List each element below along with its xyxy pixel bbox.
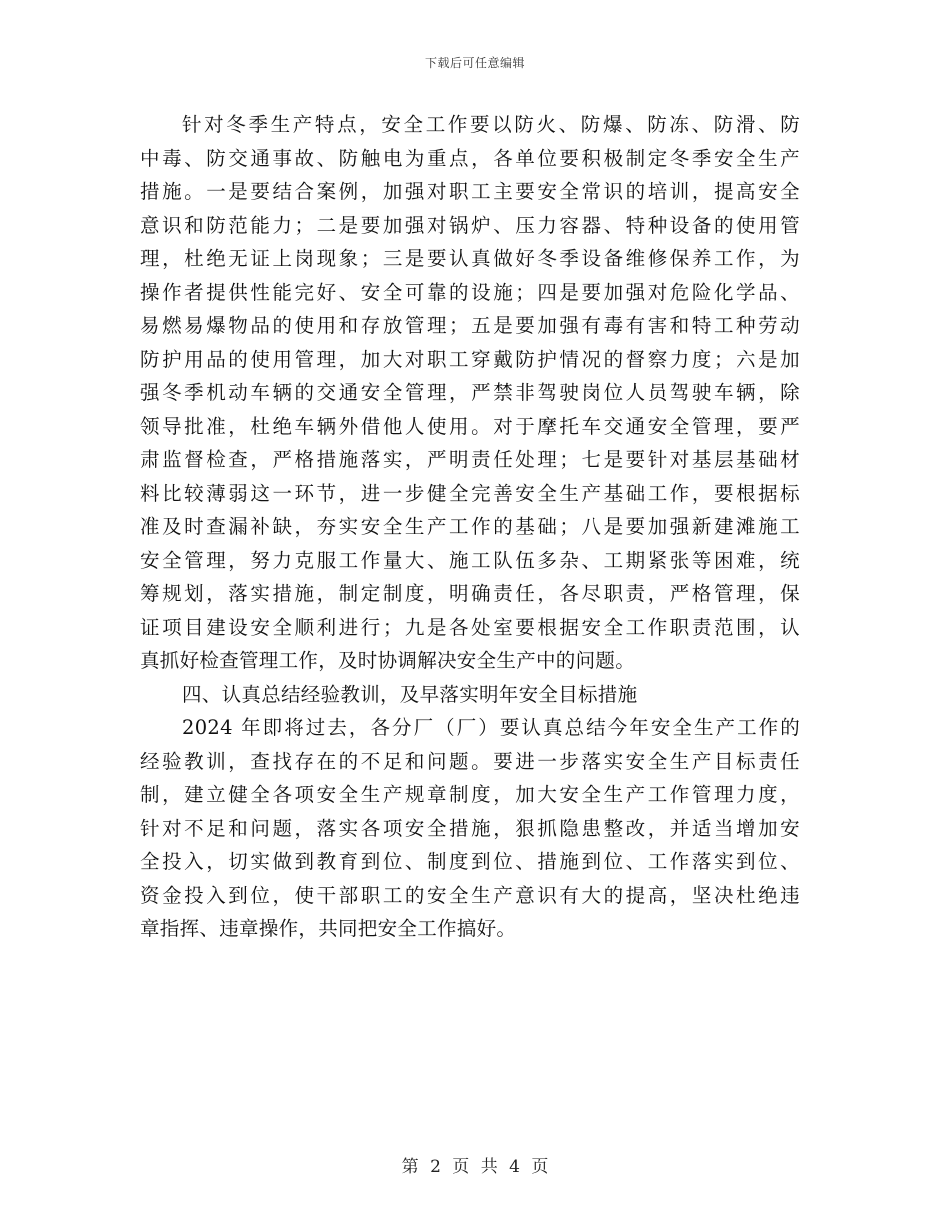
section-heading: 四、认真总结经验教训，及早落实明年安全目标措施 (182, 682, 638, 706)
page-header: 下载后可任意编辑 (424, 56, 525, 70)
text-line: 领导批准，杜绝车辆外借他人使用。对于摩托车交通安全管理，要严 (140, 414, 800, 438)
text-line: 防护用品的使用管理，加大对职工穿戴防护情况的督察力度；六是加 (140, 347, 800, 371)
text-line: 措施。一是要结合案例，加强对职工主要安全常识的培训，提高安全 (140, 180, 800, 203)
text-line: 料比较薄弱这一环节，进一步健全完善安全生产基础工作，要根据标 (140, 481, 800, 505)
text-line: 经验教训，查找存在的不足和问题。要进一步落实安全生产目标责任 (140, 749, 800, 773)
text-line: 针对冬季生产特点，安全工作要以防火、防爆、防冻、防滑、防 (182, 113, 800, 136)
paragraph-year-summary (140, 711, 800, 946)
text-line: 真抓好检查管理工作，及时协调解决安全生产中的问题。 (140, 649, 636, 672)
text-line: 全投入，切实做到教育到位、制度到位、措施到位、工作落实到位、 (140, 850, 800, 873)
text-line: 针对不足和问题，落实各项安全措施，狠抓隐患整改，并适当增加安 (140, 816, 800, 840)
text-line: 理，杜绝无证上岗现象；三是要认真做好冬季设备维修保养工作，为 (140, 247, 800, 270)
text-line: 强冬季机动车辆的交通安全管理，严禁非驾驶岗位人员驾驶车辆，除 (140, 381, 800, 404)
text-line: 资金投入到位，使干部职工的安全生产意识有大的提高，坚决杜绝违 (140, 883, 800, 907)
document-body (140, 108, 800, 946)
text-line: 中毒、防交通事故、防触电为重点，各单位要积极制定冬季安全生产 (140, 146, 800, 170)
text-line: 准及时查漏补缺，夯实安全生产工作的基础；八是要加强新建滩施工 (140, 515, 800, 538)
text-line: 2024 年即将过去，各分厂（厂）要认真总结今年安全生产工作的 (182, 716, 800, 739)
paragraph-winter-safety (140, 108, 800, 678)
text-line: 证项目建设安全顺利进行；九是各处室要根据安全工作职责范围，认 (140, 615, 800, 639)
text-line: 肃监督检查，严格措施落实，严明责任处理；七是要针对基层基础材 (140, 448, 800, 471)
text-line: 安全管理，努力克服工作量大、施工队伍多杂、工期紧张等困难，统 (140, 548, 800, 572)
text-line: 易燃易爆物品的使用和存放管理；五是要加强有毒有害和特工种劳动 (140, 314, 800, 337)
text-line: 意识和防范能力；二是要加强对锅炉、压力容器、特种设备的使用管 (140, 213, 800, 237)
page-footer: 第 2 页 共 4 页 (401, 1157, 549, 1177)
text-line: 筹规划，落实措施，制定制度，明确责任，各尽职责，严格管理，保 (140, 582, 800, 605)
text-line: 章指挥、违章操作，共同把安全工作搞好。 (140, 917, 517, 940)
section-heading-four (140, 678, 800, 712)
text-line: 操作者提供性能完好、安全可靠的设施；四是要加强对危险化学品、 (140, 280, 800, 304)
text-line: 制，建立健全各项安全生产规章制度，加大安全生产工作管理力度， (140, 783, 800, 806)
